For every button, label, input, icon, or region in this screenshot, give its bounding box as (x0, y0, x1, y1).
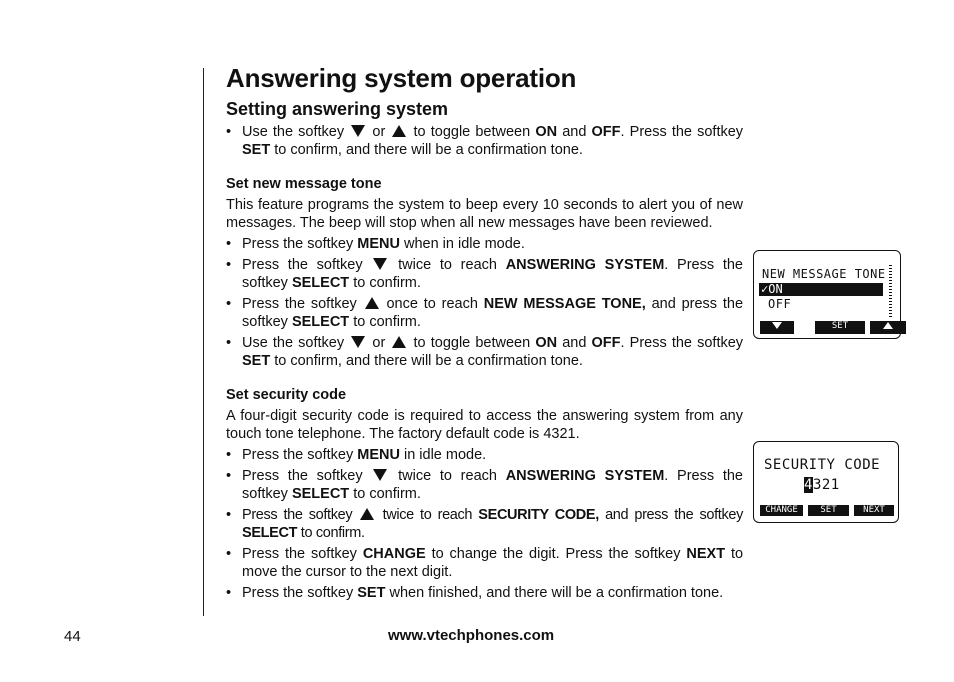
lcd-softkey-bar (760, 505, 894, 516)
list-item: • Press the softkey twice to reach ANSWERING SYSTEM. Press the softkey SELECT to confirm. (226, 467, 743, 503)
list-item: • Press the softkey CHANGE to change the digit. Press the softkey NEXT to move the cursor to the next digit. (226, 545, 743, 581)
list-item: • Use the softkey or to toggle between ON and OFF. Press the softkey SET to confirm, and there will be a confirmation tone. (226, 123, 743, 159)
down-arrow-icon (373, 258, 387, 270)
margin-rule (203, 68, 204, 616)
page-content (226, 62, 743, 602)
section-setting-list (226, 123, 743, 159)
lcd-new-message-tone (753, 250, 901, 339)
lcd-title: NEW MESSAGE TONE (762, 267, 886, 281)
section-heading-new-message-tone: Set new message tone (226, 176, 382, 192)
lcd-title: SECURITY CODE (764, 457, 881, 473)
list-item: • Press the softkey MENU when in idle mode. (226, 235, 743, 253)
list-item: • Use the softkey or to toggle between ON and OFF. Press the softkey SET to confirm, and there will be a confirmation tone. (226, 334, 743, 370)
page-title: Answering system operation (226, 63, 577, 93)
section-heading-setting: Setting answering system (226, 99, 449, 119)
lcd-option: OFF (768, 297, 792, 311)
arrow-up-icon (870, 321, 906, 334)
list-item: • Press the softkey once to reach NEW MESSAGE TONE, and press the softkey SELECT to confirm. (226, 295, 743, 331)
scroll-indicator (889, 265, 892, 317)
lcd-softkey-change: CHANGE (760, 505, 803, 516)
down-arrow-icon (351, 125, 365, 137)
list-item: • Press the softkey MENU in idle mode. (226, 446, 743, 464)
lcd-softkey-bar (760, 321, 906, 334)
section-security-list (226, 446, 743, 602)
list-item: • Press the softkey SET when finished, and there will be a confirmation tone. (226, 584, 743, 602)
up-arrow-icon (392, 336, 406, 348)
section-intro: A four-digit security code is required to access the answering system from any touch tone telephone. The factory default code is 4321. (226, 408, 743, 442)
up-arrow-icon (365, 297, 379, 309)
down-arrow-icon (351, 336, 365, 348)
lcd-softkey-set: SET (808, 505, 849, 516)
arrow-down-icon (760, 321, 794, 334)
lcd-option-selected: ✓ON (759, 283, 883, 296)
page-number: 44 (64, 628, 81, 645)
list-item: • Press the softkey twice to reach ANSWERING SYSTEM. Press the softkey SELECT to confirm. (226, 256, 743, 292)
lcd-code: 4321 (804, 477, 840, 493)
section-tone-list (226, 235, 743, 370)
list-item: • Press the softkey twice to reach SECURITY CODE, and press the softkey SELECT to confirm. (226, 506, 743, 542)
lcd-softkey-set: SET (815, 321, 865, 334)
footer-url: www.vtechphones.com (388, 627, 555, 644)
up-arrow-icon (360, 508, 374, 520)
lcd-softkey-next: NEXT (854, 505, 894, 516)
section-heading-security-code: Set security code (226, 387, 347, 403)
lcd-security-code (753, 441, 899, 523)
down-arrow-icon (373, 469, 387, 481)
lcd-cursor-digit: 4 (804, 477, 813, 493)
section-intro: This feature programs the system to beep every 10 seconds to alert you of new messages. The beep will stop when all new messages have been reviewed. (226, 197, 743, 231)
up-arrow-icon (392, 125, 406, 137)
